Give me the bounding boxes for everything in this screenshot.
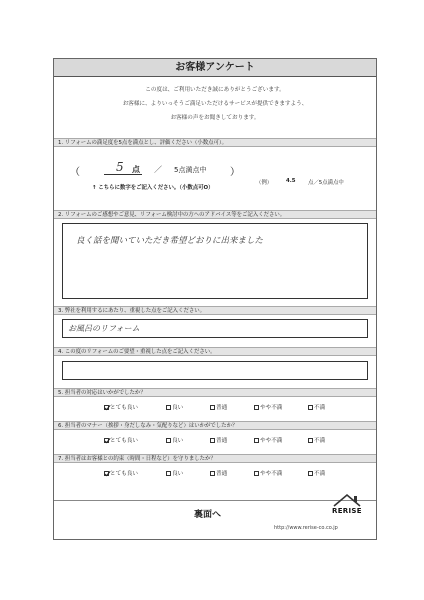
- survey-sheet: [53, 58, 377, 540]
- q1-score-handwritten[interactable]: 5: [116, 160, 124, 174]
- q6-option-5[interactable]: 不満: [308, 436, 325, 444]
- checkbox-icon: [210, 438, 215, 443]
- q6-option-1[interactable]: とても良い: [104, 436, 138, 444]
- q5-option-5[interactable]: 不満: [308, 403, 325, 411]
- q1-close-paren: ）: [230, 167, 240, 178]
- q1-unit: 点: [132, 165, 140, 174]
- company-url: http://www.rerise-co.co.jp: [274, 525, 338, 531]
- checkbox-icon: [308, 405, 313, 410]
- checkbox-icon: [308, 438, 313, 443]
- intro-line-2: お客様に、よりいっそうご満足いただけるサービスが提供できますよう、: [122, 101, 308, 107]
- house-logo-icon: [332, 493, 362, 507]
- q1-slash: ／: [154, 165, 162, 174]
- q2-answer-handwritten: 良く話を聞いていただき希望どおりに出来ました: [76, 236, 264, 246]
- checkbox-icon: [308, 471, 313, 476]
- company-logo-text: RERISE: [332, 507, 362, 515]
- q1-example-suffix: 点／5点満点中: [308, 180, 344, 186]
- q7-option-2[interactable]: 良い: [166, 469, 183, 477]
- checkbox-icon: [254, 438, 259, 443]
- q1-note: ↑ こちらに数字をご記入ください。（小数点可O）: [92, 185, 214, 191]
- question-4-label: 4. この度のリフォームのご要望・重視した点をご記入ください。: [54, 347, 376, 356]
- q6-option-4[interactable]: やや不満: [254, 436, 282, 444]
- q6-option-2[interactable]: 良い: [166, 436, 183, 444]
- q7-option-5[interactable]: 不満: [308, 469, 325, 477]
- next-page-label: 裏面へ: [194, 510, 222, 520]
- q1-open-paren: （: [70, 167, 80, 178]
- checkbox-icon: [104, 471, 109, 476]
- q5-option-4[interactable]: やや不満: [254, 403, 282, 411]
- q7-option-4[interactable]: やや不満: [254, 469, 282, 477]
- q5-option-1[interactable]: とても良い: [104, 403, 138, 411]
- q3-answer-handwritten: お風呂のリフォーム: [68, 324, 140, 333]
- intro-line-1: この度は、ご利用いただき誠にありがとうございます。: [145, 87, 285, 93]
- q6-option-3[interactable]: 普通: [210, 436, 227, 444]
- checkbox-icon: [210, 471, 215, 476]
- checkbox-icon: [166, 471, 171, 476]
- checkbox-icon: [166, 405, 171, 410]
- question-7-label: 7. 担当者はお客様との約束（時間・日程など）を守りましたか？: [54, 454, 376, 463]
- q1-max: 5点満点中: [174, 166, 207, 174]
- footer-divider: [54, 500, 376, 501]
- q5-option-3[interactable]: 普通: [210, 403, 227, 411]
- question-2-label: 2. リフォームのご感想やご意見、リフォーム検討中の方へのアドバイス等をご記入ください。: [54, 210, 376, 219]
- checkbox-icon: [254, 405, 259, 410]
- intro-line-3: お客様の声をお聞きしております。: [170, 115, 260, 121]
- checkbox-icon: [166, 438, 171, 443]
- q7-option-1[interactable]: とても良い: [104, 469, 138, 477]
- checkbox-icon: [104, 405, 109, 410]
- question-3-label: 3. 弊社を利用するにあたり、重視した点をご記入ください。: [54, 306, 376, 315]
- checkbox-icon: [254, 471, 259, 476]
- checkbox-icon: [210, 405, 215, 410]
- question-5-label: 5. 担当者の対応はいかがでしたか？: [54, 388, 376, 397]
- q1-example-prefix: （例）: [256, 180, 273, 186]
- q1-example-value: 4.5: [286, 178, 296, 184]
- checkbox-icon: [104, 438, 109, 443]
- question-6-label: 6. 担当者のマナー（挨拶・身だしなみ・気配りなど）はいかがでしたか？: [54, 421, 376, 430]
- q4-answer-box[interactable]: [62, 361, 368, 380]
- survey-title: お客様アンケート: [54, 59, 376, 77]
- q7-option-3[interactable]: 普通: [210, 469, 227, 477]
- question-1-label: 1. リフォームの満足度を5点を満点とし、評価ください（小数点可）。: [54, 138, 376, 147]
- q5-option-2[interactable]: 良い: [166, 403, 183, 411]
